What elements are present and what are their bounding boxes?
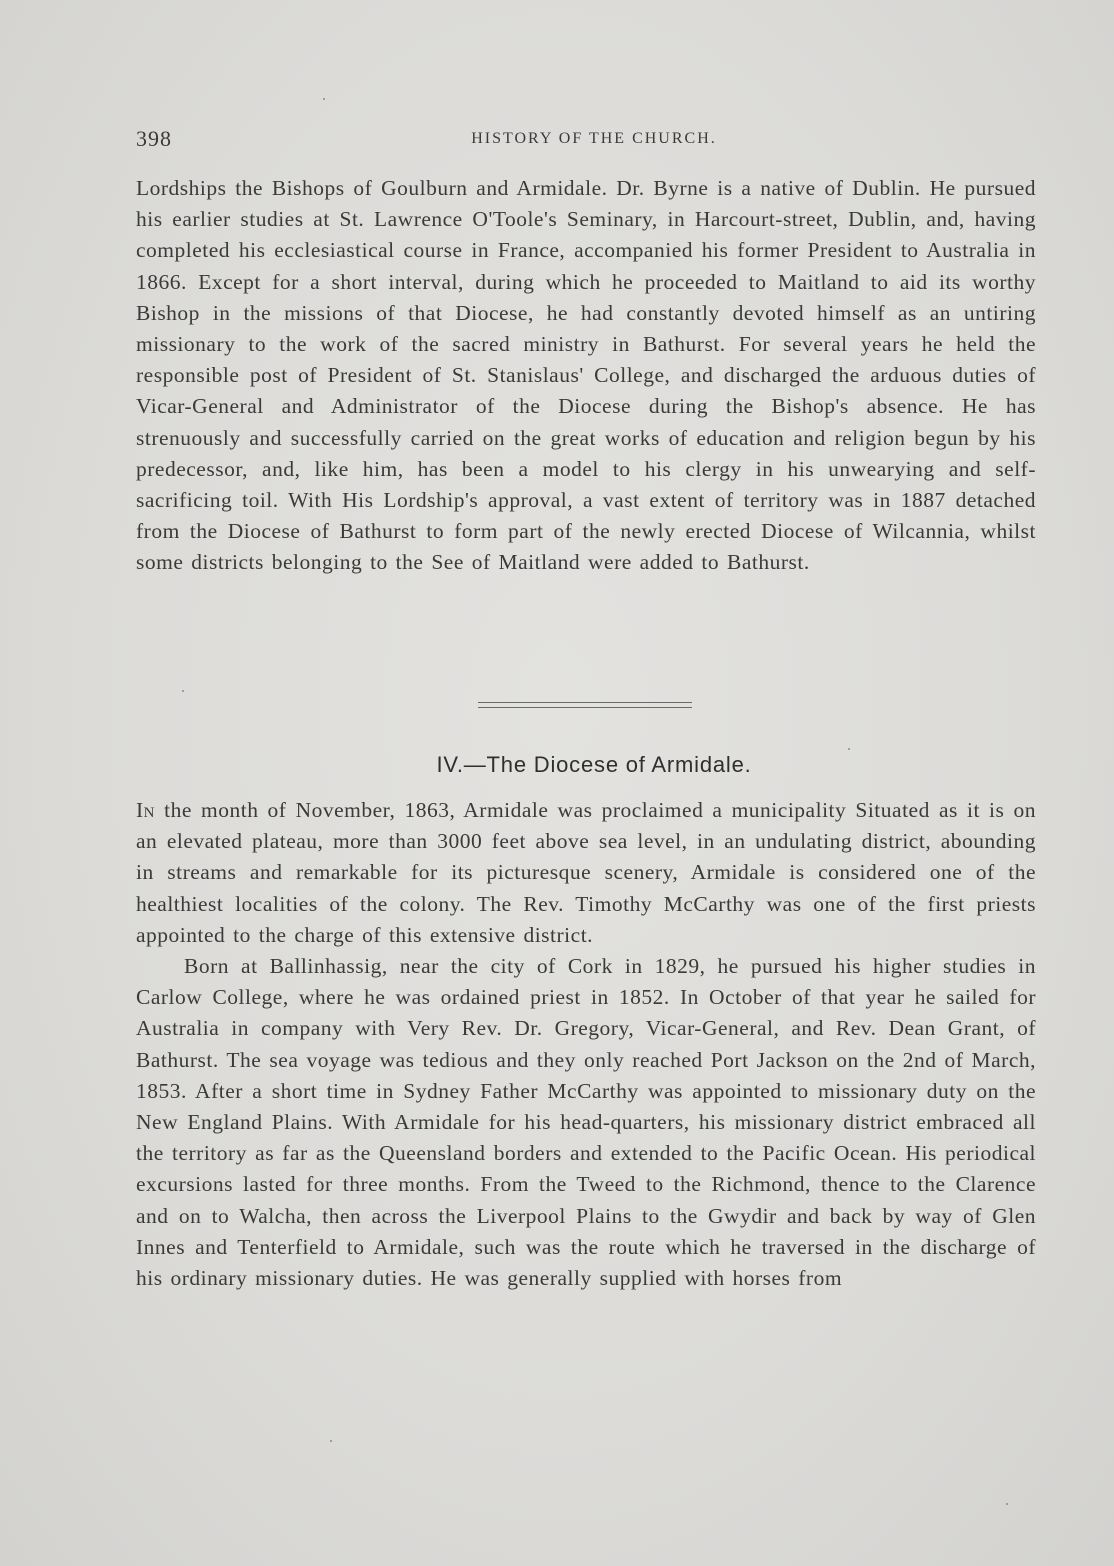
paragraph: Born at Ballinhassig, near the city of Cork in 1829, he pursued his higher studies in Carlow College, where he was ordained priest in 1852. In October of that year he sailed for Australia in company with Very Rev. Dr. Gregory, Vicar-General, and Rev. Dean Grant, of Bathurst. The sea voyage was tedious and they only reached Port Jackson on the 2nd of March, 1853. After a short time in Sydney Father McCarthy was appointed to missionary duty on the New England Plains. With Armidale for his head-quarters, his missionary district embraced all the territory as far as the Queensland borders and extended to the Pacific Ocean. His periodical excursions lasted for three months. From the Tweed to the Richmond, thence to the Clarence and on to Walcha, then across the Liverpool Plains to the Gwydir and back by way of Glen Innes and Tenterfield to Armidale, such was the route which he traversed in the discharge of his ordinary missionary duties. He was generally supplied with horses from (136, 954, 1036, 1291)
section-heading: IV.—The Diocese of Armidale. (436, 752, 752, 777)
initial-word: In (136, 798, 155, 822)
paragraph: Lordships the Bishops of Goulburn and Armidale. Dr. Byrne is a native of Dublin. He pursued his earlier studies at St. Lawrence O'Toole's Seminary, in Harcourt-street, Dublin, and, having completed his ecclesiastical course in France, accompanied his former President to Australia in 1866. Except for a short interval, during which he proceeded to Maitland to aid its worthy Bishop in the missions of that Diocese, he had constantly devoted himself as an untiring missionary to the work of the sacred ministry in Bathurst. For several years he held the responsible post of President of St. Stanislaus' College, and discharged the arduous duties of Vicar-General and Administrator of the Diocese during the Bishop's absence. He has strenuously and successfully carried on the great works of education and religion begun by his predecessor, and, like him, has been a model to his clergy in his unwearying and self-sacrificing toil. With His Lordship's approval, a vast extent of territory was in 1887 detached from the Diocese of Bathurst to form part of the newly erected Diocese of Wilcannia, whilst some districts belonging to the See of Maitland were added to Bathurst. (136, 176, 1036, 575)
paragraph (136, 795, 1036, 951)
paper-speck (848, 748, 850, 750)
paragraph-rest: the month of November, 1863, Armidale was proclaimed a municipality Situated as it is on an elevated plateau, more than 3000 feet above sea level, in an undulating district, abounding in streams and remarkable for its picturesque scenery, Armidale is considered one of the healthiest localities of the colony. The Rev. Timothy McCarthy was one of the first priests appointed to the charge of this extensive district. (136, 798, 1036, 947)
paper-speck (323, 98, 325, 100)
page-number: 398 (136, 126, 172, 151)
paper-speck (182, 690, 184, 692)
paper-speck (330, 1440, 332, 1442)
continued-text (136, 173, 1036, 579)
running-head (136, 126, 1036, 156)
section-divider (478, 702, 692, 708)
paper-speck (1006, 1503, 1008, 1505)
running-title: HISTORY OF THE CHURCH. (471, 130, 717, 147)
section-text (136, 795, 1036, 1294)
